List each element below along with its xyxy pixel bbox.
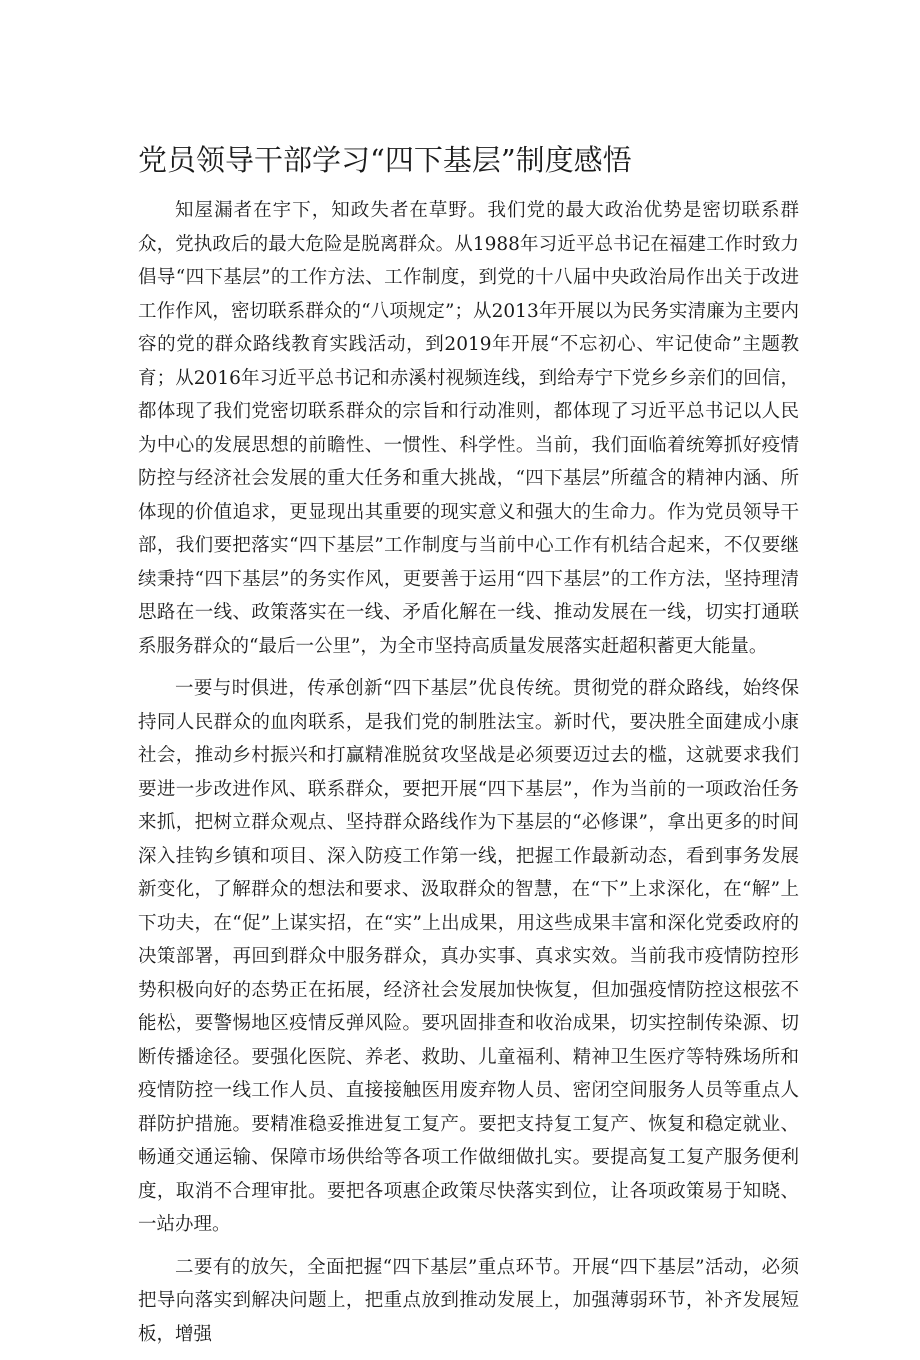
document-body (138, 194, 799, 1360)
paragraph-1: 知屋漏者在宇下，知政失者在草野。我们党的最大政治优势是密切联系群众，党执政后的最大危险是脱离群众。从1988年习近平总书记在福建工作时致力倡导“四下基层”的工作方法、工作制度，到党的十八届中央政治局作出关于改进工作作风，密切联系群众的“八项规定”；从2013年开展以为民务实清廉为主要内容的党的群众路线教育实践活动，到2019年开展“不忘初心、牢记使命”主题教育；从2016年习近平总书记和赤溪村视频连线，到给寿宁下党乡乡亲们的回信，都体现了我们党密切联系群众的宗旨和行动准则，都体现了习近平总书记以人民为中心的发展思想的前瞻性、一惯性、科学性。当前，我们面临着统筹抓好疫情防控与经济社会发展的重大任务和重大挑战，“四下基层”所蕴含的精神内涵、所体现的价值追求，更显现出其重要的现实意义和强大的生命力。作为党员领导干部，我们要把落实“四下基层”工作制度与当前中心工作有机结合起来，不仅要继续秉持“四下基层”的务实作风，更要善于运用“四下基层”的工作方法，坚持理清思路在一线、政策落实在一线、矛盾化解在一线、推动发展在一线，切实打通联系服务群众的“最后一公里”，为全市坚持高质量发展落实赶超积蓄更大能量。 (138, 200, 799, 657)
paragraph-2: 一要与时俱进，传承创新“四下基层”优良传统。贯彻党的群众路线，始终保持同人民群众的血肉联系，是我们党的制胜法宝。新时代，要决胜全面建成小康社会，推动乡村振兴和打赢精准脱贫攻坚战是必须要迈过去的槛，这就要求我们要进一步改进作风、联系群众，要把开展“四下基层”，作为当前的一项政治任务来抓，把树立群众观点、坚持群众路线作为下基层的“必修课”，拿出更多的时间深入挂钩乡镇和项目、深入防疫工作第一线，把握工作最新动态，看到事务发展新变化，了解群众的想法和要求、汲取群众的智慧，在“下”上求深化，在“解”上下功夫，在“促”上谋实招，在“实”上出成果，用这些成果丰富和深化党委政府的决策部署，再回到群众中服务群众，真办实事、真求实效。当前我市疫情防控形势积极向好的态势正在拓展，经济社会发展加快恢复，但加强疫情防控这根弦不能松，要警惕地区疫情反弹风险。要巩固排查和收治成果，切实控制传染源、切断传播途径。要强化医院、养老、救助、儿童福利、精神卫生医疗等特殊场所和疫情防控一线工作人员、直接接触医用废弃物人员、密闭空间服务人员等重点人群防护措施。要精准稳妥推进复工复产。要把支持复工复产、恢复和稳定就业、畅通交通运输、保障市场供给等各项工作做细做扎实。要提高复工复产服务便利度，取消不合理审批。要把各项惠企政策尽快落实到位，让各项政策易于知晓、一站办理。 (138, 678, 799, 1235)
document-title: 党员领导干部学习“四下基层”制度感悟 (138, 143, 632, 177)
paragraph-3: 二要有的放矢，全面把握“四下基层”重点环节。开展“四下基层”活动，必须把导向落实到解决问题上，把重点放到推动发展上，加强薄弱环节，补齐发展短板，增强 (138, 1256, 799, 1345)
